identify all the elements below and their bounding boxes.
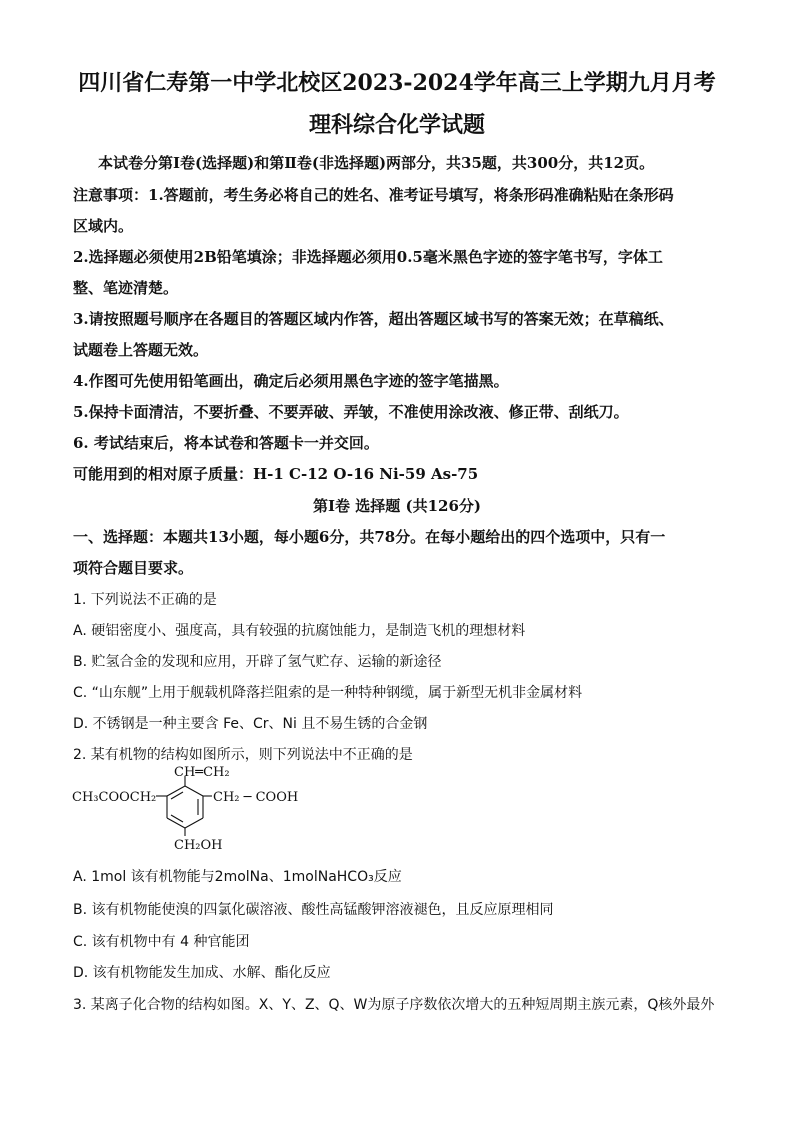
section-desc: 一、选择题：本题共13小题，每小题6分，共78分。在每小题给出的四个选项中，只有一 <box>73 528 666 546</box>
note-2: 2.选择题必须使用2B铅笔填涂；非选择题必须用0.5毫米黑色字迹的签字笔书写，字体工 <box>73 248 663 266</box>
note-1: 注意事项：1.答题前，考生务必将自己的姓名、准考证号填写，将条形码准确粘贴在条形码 <box>73 186 674 204</box>
exam-subtitle: 理科综合化学试题 <box>308 112 485 138</box>
note-2-cont: 整、笔迹清楚。 <box>73 279 179 297</box>
q2-option-d: D. 该有机物能发生加成、水解、酯化反应 <box>73 965 331 981</box>
substituent-acid: CH₂ ─ COOH <box>213 790 299 805</box>
molecule-structure <box>70 764 330 854</box>
q1-stem: 1. 下列说法不正确的是 <box>73 592 217 608</box>
q1-option-c: C. “山东舰”上用于舰载机降落拦阻索的是一种特种钢缆，属于新型无机非金属材料 <box>73 685 583 701</box>
q3-stem: 3. 某离子化合物的结构如图。X、Y、Z、Q、W为原子序数依次增大的五种短周期主族元素，Q核外最外 <box>73 997 715 1013</box>
note-3-cont: 试题卷上答题无效。 <box>73 341 209 359</box>
section-title: 第Ⅰ卷 选择题 (共126分) <box>313 497 481 515</box>
q2-option-b: B. 该有机物能使溴的四氯化碳溶液、酸性高锰酸钾溶液褪色，且反应原理相同 <box>73 902 554 918</box>
intro-text: 本试卷分第Ⅰ卷(选择题)和第Ⅱ卷(非选择题)两部分，共35题，共300分，共12页。 <box>98 154 655 172</box>
section-desc-cont: 项符合题目要求。 <box>73 559 194 577</box>
q2-option-a: A. 1mol 该有机物能与2molNa、1molNaHCO₃反应 <box>73 869 402 885</box>
note-5: 5.保持卡面清洁，不要折叠、不要弄破、弄皱，不准使用涂改液、修正带、刮纸刀。 <box>73 403 629 421</box>
exam-title: 四川省仁寿第一中学北校区2023-2024学年高三上学期九月月考 <box>78 70 716 96</box>
q2-stem: 2. 某有机物的结构如图所示，则下列说法中不正确的是 <box>73 747 413 763</box>
q1-option-d: D. 不锈钢是一种主要含 Fe、Cr、Ni 且不易生锈的合金钢 <box>73 716 428 732</box>
substituent-alcohol: CH₂OH <box>174 838 223 853</box>
note-1-cont: 区域内。 <box>73 217 134 235</box>
q1-option-a: A. 硬铝密度小、强度高，具有较强的抗腐蚀能力，是制造飞机的理想材料 <box>73 623 526 639</box>
note-4: 4.作图可先使用铅笔画出，确定后必须用黑色字迹的签字笔描黑。 <box>73 372 509 390</box>
note-3: 3.请按照题号顺序在各题目的答题区域内作答，超出答题区域书写的答案无效；在草稿纸、 <box>73 310 674 328</box>
substituent-vinyl: CH═CH₂ <box>174 765 230 780</box>
substituent-ester: CH₃COOCH₂ <box>72 790 157 805</box>
atomic-masses: 可能用到的相对原子质量：H-1 C-12 O-16 Ni-59 As-75 <box>73 465 479 483</box>
q2-option-c: C. 该有机物中有 4 种官能团 <box>73 934 250 950</box>
q1-option-b: B. 贮氢合金的发现和应用，开辟了氢气贮存、运输的新途径 <box>73 654 442 670</box>
note-6: 6. 考试结束后，将本试卷和答题卡一并交回。 <box>73 434 379 452</box>
